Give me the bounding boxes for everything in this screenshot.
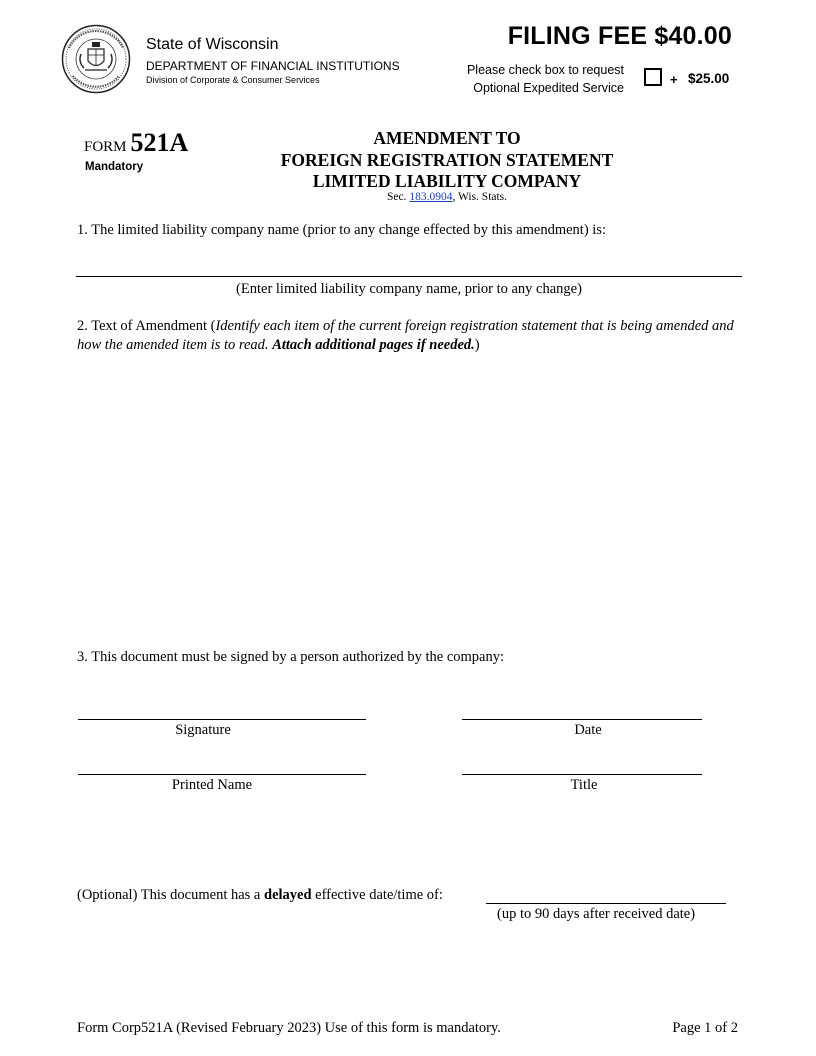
- date-label: Date: [574, 722, 602, 738]
- state-name: State of Wisconsin: [146, 36, 279, 53]
- state-seal-icon: [61, 24, 131, 94]
- company-name-caption: (Enter limited liability company name, prior to any change): [236, 281, 582, 297]
- printed-name-line: [78, 774, 366, 775]
- expedite-plus: +: [670, 72, 678, 87]
- date-input[interactable]: [462, 696, 704, 720]
- statute-reference: [230, 191, 664, 203]
- form-word: FORM: [84, 139, 127, 155]
- title-line-1: AMENDMENT TO: [373, 128, 521, 148]
- question-2-attach-note: Attach additional pages if needed.: [272, 337, 475, 353]
- form-id: [84, 128, 188, 158]
- signature-label: Signature: [175, 722, 231, 738]
- delayed-date-line: [486, 903, 726, 904]
- title-input[interactable]: [462, 751, 704, 775]
- delayed-bold: delayed: [264, 887, 312, 903]
- expedite-line-1: Please check box to request: [466, 63, 624, 77]
- division-name: Division of Corporate & Consumer Services: [146, 75, 320, 85]
- statute-prefix: Sec.: [386, 191, 410, 203]
- company-name-input[interactable]: [78, 250, 742, 276]
- amendment-text-area[interactable]: [78, 360, 742, 644]
- statute-suffix: , Wis. Stats.: [452, 191, 508, 203]
- question-2: [77, 317, 737, 355]
- expedite-fee: $25.00: [688, 71, 730, 86]
- signature-input[interactable]: [78, 696, 368, 720]
- form-title: [230, 128, 664, 193]
- statute-link[interactable]: 183.0904: [409, 191, 453, 203]
- filing-fee: FILING FEE $40.00: [507, 22, 732, 50]
- mandatory-label: Mandatory: [85, 161, 144, 173]
- delayed-suffix: effective date/time of:: [311, 887, 443, 903]
- footer-form-info: Form Corp521A (Revised February 2023) Use of this form is mandatory.: [77, 1020, 501, 1036]
- delayed-date-note: (up to 90 days after received date): [497, 906, 696, 922]
- date-line: [462, 719, 702, 720]
- title-line-3: LIMITED LIABILITY COMPANY: [312, 171, 582, 191]
- question-1: 1. The limited liability company name (prior to any change effected by this amendment) is:: [77, 222, 606, 238]
- delayed-prefix: (Optional) This document has a: [77, 887, 264, 903]
- expedite-line-2: Optional Expedited Service: [473, 81, 624, 95]
- signature-line: [78, 719, 366, 720]
- title-line: [462, 774, 702, 775]
- printed-name-input[interactable]: [78, 751, 368, 775]
- expedite-checkbox[interactable]: [644, 68, 662, 86]
- page-number: Page 1 of 2: [672, 1020, 738, 1036]
- form-number: 521A: [130, 128, 189, 157]
- title-line-2: FOREIGN REGISTRATION STATEMENT: [280, 149, 614, 170]
- company-name-line: [76, 276, 742, 277]
- title-label: Title: [570, 777, 598, 793]
- question-3: 3. This document must be signed by a person authorized by the company:: [77, 649, 504, 665]
- question-2-close: ): [474, 337, 480, 353]
- delayed-date-input[interactable]: [488, 882, 728, 904]
- delayed-date-question: [77, 887, 443, 904]
- department-name: DEPARTMENT OF FINANCIAL INSTITUTIONS: [146, 59, 400, 73]
- question-2-lead: 2. Text of Amendment (: [77, 318, 216, 334]
- question-2-instructions: Identify each item of the current foreign registration statement that is being amended and how the amended item is to read.: [77, 318, 734, 353]
- expedite-instructions: [452, 61, 624, 97]
- printed-name-label: Printed Name: [171, 777, 253, 793]
